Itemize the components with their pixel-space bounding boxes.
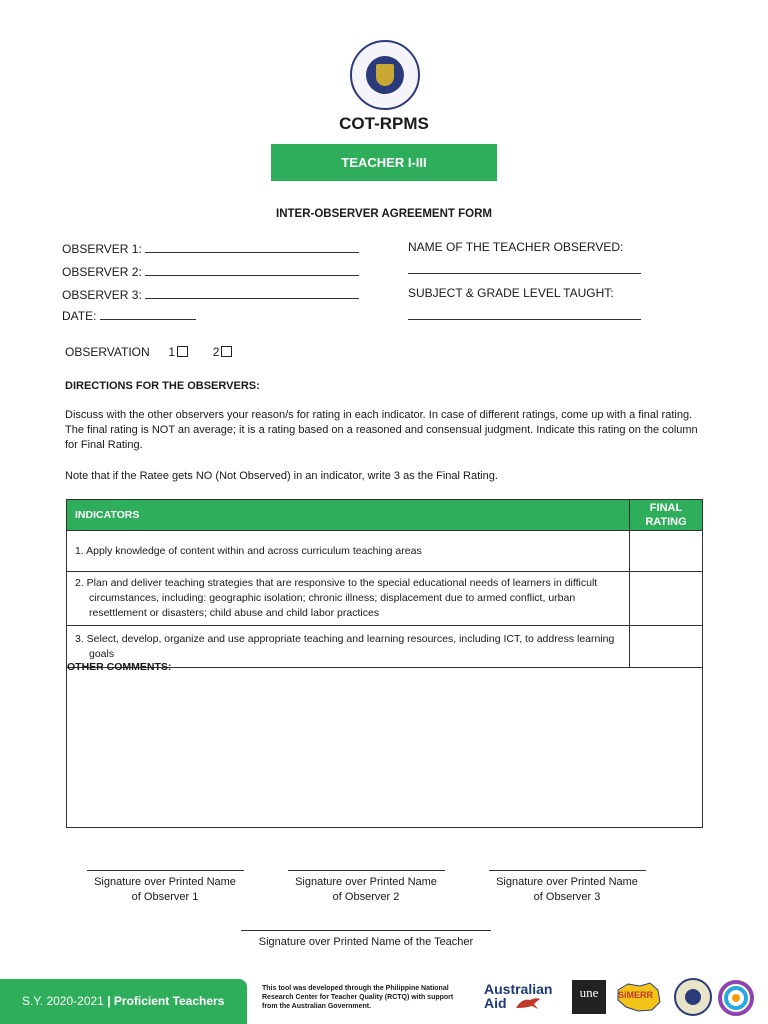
observer2-label: OBSERVER 2:: [62, 265, 142, 279]
observation-1-checkbox[interactable]: [177, 346, 188, 357]
footer-separator: |: [103, 994, 114, 1008]
seal-shield-icon: [376, 64, 394, 86]
page-title: COT-RPMS: [339, 114, 429, 133]
observer3-line[interactable]: [145, 286, 359, 299]
teacher-signature-line[interactable]: [241, 930, 491, 931]
teacher-observed-label: NAME OF THE TEACHER OBSERVED:: [408, 240, 624, 254]
teacher-observed-line[interactable]: [408, 273, 641, 274]
observer3-field[interactable]: [62, 286, 359, 302]
other-comments-label: OTHER COMMENTS:: [67, 661, 172, 673]
indicator-3-text: 3. Select, develop, organize and use appropriate teaching and learning resources, including ICT, to address learning goals: [67, 626, 630, 668]
observer2-signature-label-line1: Signature over Printed Name: [295, 876, 437, 888]
indicators-table: [66, 499, 703, 668]
footer-note-line3: from the Australian Government.: [262, 1003, 372, 1010]
australian-aid-logo: [484, 982, 560, 1012]
indicator-1-text: 1. Apply knowledge of content within and across curriculum teaching areas: [67, 531, 630, 572]
observation-option2-label: 2: [212, 345, 220, 359]
indicator-1-rating-cell[interactable]: [630, 531, 703, 572]
observer2-line[interactable]: [145, 263, 359, 276]
rctq-seal-inner-icon: [685, 989, 701, 1005]
australian-aid-line2: Aid: [484, 995, 507, 1011]
subject-grade-label: SUBJECT & GRADE LEVEL TAUGHT:: [408, 286, 614, 300]
observation-label: OBSERVATION: [65, 345, 150, 359]
kangaroo-icon: [514, 996, 542, 1010]
observer2-signature-label: [271, 875, 461, 905]
observation-row: [65, 345, 232, 359]
footer-note: [262, 984, 476, 1011]
indicator-2-text: 2. Plan and deliver teaching strategies that are responsive to the special educational needs of learners in difficult circumstances, including: geographic isolation; chronic illness; displacement due to armed conflict, urban resettlement or disasters; child abuse and child labor practices: [67, 572, 630, 626]
table-row: [67, 531, 703, 572]
table-header-row: [67, 500, 703, 531]
observer1-signature-label-line2: of Observer 1: [131, 891, 199, 903]
directions-paragraph: Discuss with the other observers your reason/s for rating in each indicator. In case of different ratings, come up with a final rating. The final rating is NOT an average; it is a rating based on a reasoned and consensual judgment. Indicate this rating on the column for Final Rating.: [65, 409, 698, 451]
proficiency-level: Proficient Teachers: [113, 994, 225, 1008]
observer3-signature-label-line1: Signature over Printed Name: [496, 876, 638, 888]
observer3-signature-label-line2: of Observer 3: [533, 891, 601, 903]
observer1-label: OBSERVER 1:: [62, 242, 142, 256]
observer2-field[interactable]: [62, 263, 359, 279]
form-title: INTER-OBSERVER AGREEMENT FORM: [276, 208, 492, 220]
subject-grade-line[interactable]: [408, 319, 641, 320]
indicator-2-rating-cell[interactable]: [630, 572, 703, 626]
observer3-signature-label: [472, 875, 662, 905]
other-comments-box[interactable]: [66, 659, 703, 828]
australian-aid-line1: Australian: [484, 981, 553, 997]
date-line[interactable]: [100, 307, 196, 320]
simerr-logo: [612, 980, 664, 1014]
seal-inner-icon: [366, 56, 404, 94]
footer-note-line1: This tool was developed through the Philippine National: [262, 985, 449, 992]
final-rating-column-header: FINAL RATING: [630, 500, 703, 531]
school-year: S.Y. 2020-2021: [22, 994, 104, 1008]
observation-2-checkbox[interactable]: [221, 346, 232, 357]
observer1-line[interactable]: [145, 240, 359, 253]
rctq-seal-logo: [674, 978, 712, 1016]
directions-note: Note that if the Ratee gets NO (Not Observed) in an indicator, write 3 as the Final Rating.: [65, 470, 498, 482]
date-field[interactable]: [62, 307, 196, 323]
table-row: [67, 572, 703, 626]
swirl-logo-icon: [716, 978, 756, 1018]
observer2-signature-label-line2: of Observer 2: [332, 891, 400, 903]
teacher-signature-label: Signature over Printed Name of the Teacher: [258, 936, 474, 948]
simerr-text: SiMERR: [618, 990, 654, 1000]
observer2-signature-line[interactable]: [288, 870, 445, 871]
date-label: DATE:: [62, 309, 97, 323]
indicators-column-header: INDICATORS: [67, 500, 630, 531]
observer3-signature-line[interactable]: [489, 870, 646, 871]
observer3-label: OBSERVER 3:: [62, 288, 142, 302]
observer1-signature-label: [70, 875, 260, 905]
observer1-field[interactable]: [62, 240, 359, 256]
une-logo: une: [572, 980, 606, 1014]
teacher-level-banner: TEACHER I-III: [271, 144, 497, 181]
observer1-signature-line[interactable]: [87, 870, 244, 871]
observation-option1-label: 1: [168, 345, 176, 359]
directions-heading: DIRECTIONS FOR THE OBSERVERS:: [65, 380, 260, 392]
observer1-signature-label-line1: Signature over Printed Name: [94, 876, 236, 888]
footer-school-year-bar: [0, 979, 247, 1024]
deped-seal-logo: [350, 40, 420, 110]
footer-note-line2: Research Center for Teacher Quality (RCTQ) with support: [262, 994, 454, 1001]
